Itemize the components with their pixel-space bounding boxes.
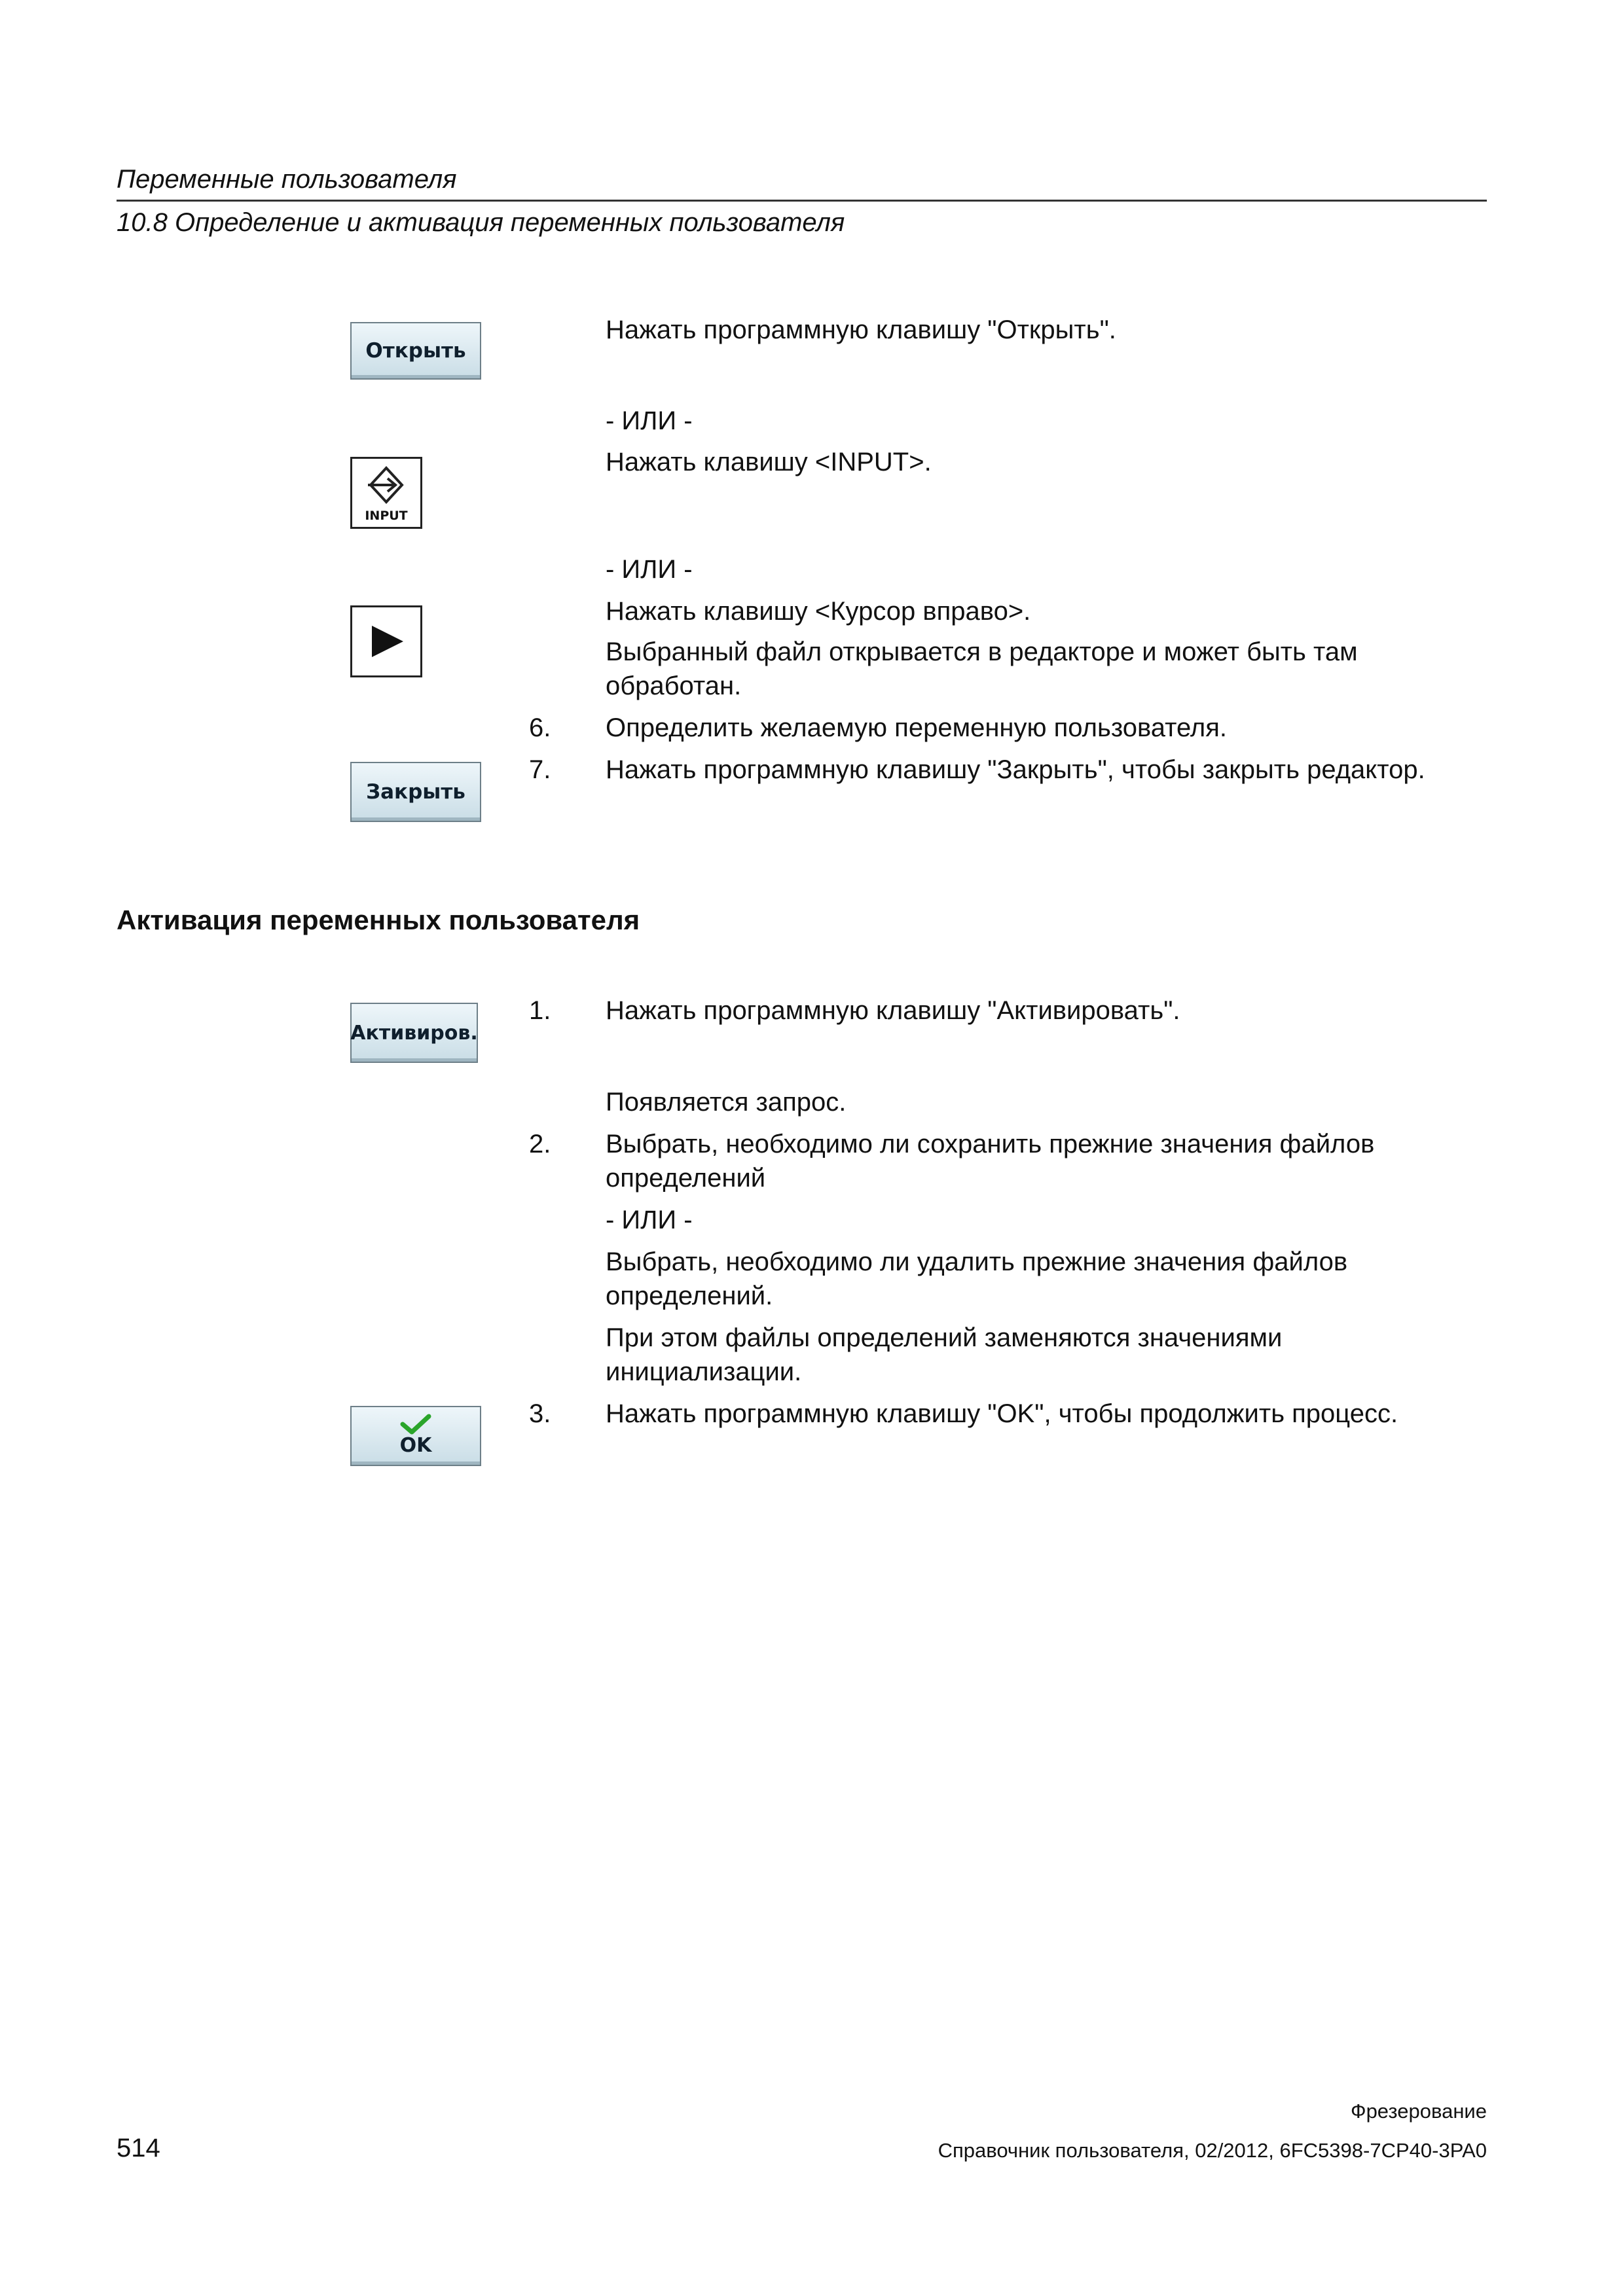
step-press-open: Нажать программную клавишу "Открыть". [606, 315, 1116, 344]
play-triangle-icon [352, 607, 420, 675]
result-text-line2: обработан. [606, 672, 742, 700]
step-number-7: 7. [529, 755, 551, 784]
page-number: 514 [117, 2134, 160, 2162]
step-1-text: Нажать программную клавишу "Активировать". [606, 996, 1180, 1025]
input-arrow-icon [352, 464, 420, 510]
footer-title: Фрезерование [1351, 2100, 1487, 2123]
step-press-cursor: Нажать клавишу <Курсор вправо>. [606, 597, 1031, 626]
input-key-label: INPUT [365, 509, 408, 523]
close-softkey[interactable]: Закрыть [350, 762, 481, 822]
or-separator-3: - ИЛИ - [606, 1206, 693, 1234]
section-title: 10.8 Определение и активация переменных пользователя [117, 208, 845, 237]
cursor-right-key[interactable] [350, 605, 422, 677]
or-separator-1: - ИЛИ - [606, 406, 693, 435]
step-6-text: Определить желаемую переменную пользователя. [606, 713, 1228, 742]
activation-heading: Активация переменных пользователя [117, 905, 640, 935]
step-2-text-line2: определений [606, 1164, 766, 1193]
or-separator-2: - ИЛИ - [606, 555, 693, 584]
note-text-line2: инициализации. [606, 1357, 802, 1386]
chapter-title: Переменные пользователя [117, 165, 457, 194]
footer-manual: Справочник пользователя, 02/2012, 6FC5398-7CP40-3PA0 [938, 2139, 1487, 2162]
input-key[interactable] [350, 457, 422, 529]
ok-softkey-label: OK [399, 1434, 432, 1457]
step-number-6: 6. [529, 713, 551, 742]
note-text-line1: При этом файлы определений заменяются значениями [606, 1323, 1283, 1352]
step-number-3: 3. [529, 1399, 551, 1428]
step-3-text: Нажать программную клавишу "OK", чтобы продолжить процесс. [606, 1399, 1398, 1428]
result-text-line1: Выбранный файл открывается в редакторе и может быть там [606, 637, 1358, 666]
open-softkey[interactable]: Открыть [350, 322, 481, 380]
ok-softkey[interactable] [350, 1406, 481, 1466]
prompt-text: Появляется запрос. [606, 1088, 847, 1117]
step-number-1: 1. [529, 996, 551, 1025]
step-2-text-line1: Выбрать, необходимо ли сохранить прежние значения файлов [606, 1130, 1375, 1158]
activate-softkey[interactable]: Активиров. [350, 1003, 478, 1063]
checkmark-icon [397, 1414, 434, 1436]
step-number-2: 2. [529, 1130, 551, 1158]
alt-text-line2: определений. [606, 1282, 773, 1310]
alt-text-line1: Выбрать, необходимо ли удалить прежние значения файлов [606, 1247, 1348, 1276]
step-7-text: Нажать программную клавишу "Закрыть", чтобы закрыть редактор. [606, 755, 1425, 784]
step-press-input: Нажать клавишу <INPUT>. [606, 448, 932, 476]
header-rule [117, 200, 1487, 202]
